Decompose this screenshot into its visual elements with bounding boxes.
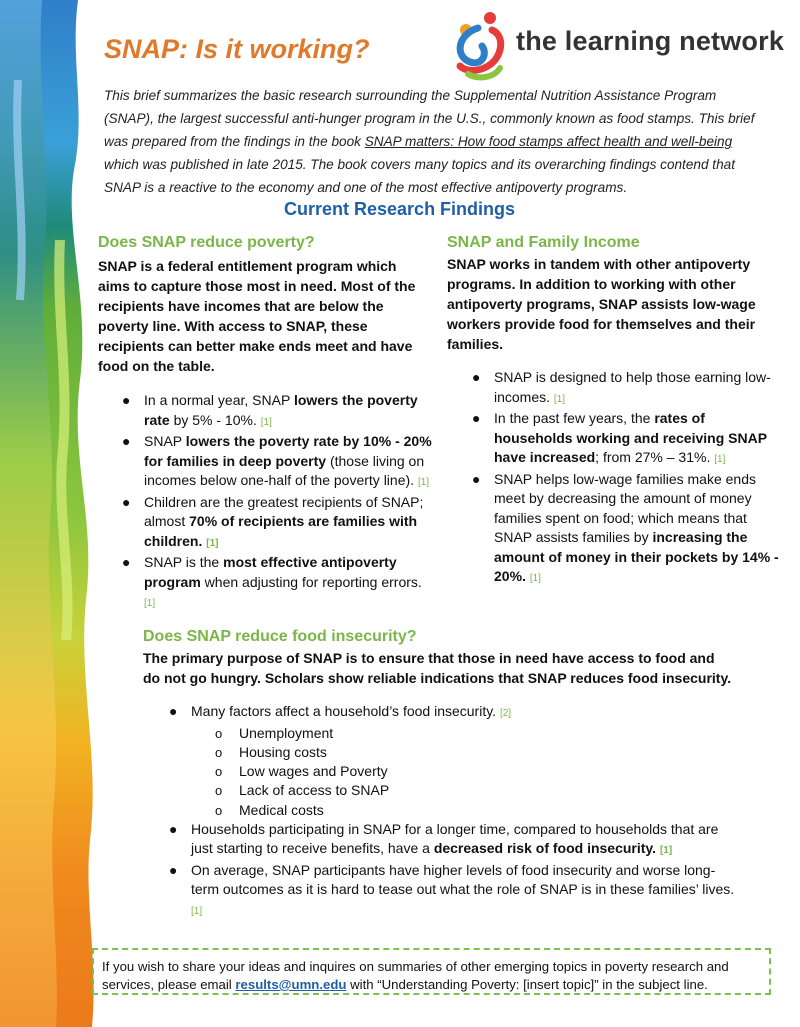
- citation: [1]: [714, 454, 726, 465]
- list-item: ● Households participating in SNAP for a longer time, compared to households that are just starting to receive benefits, have a decreased risk of food insecurity. [1]: [169, 820, 719, 857]
- list-item: ● In the past few years, the rates of households working and receiving SNAP have increased; from 27% – 31%. [1]: [472, 410, 767, 465]
- logo-text: the learning network: [516, 26, 785, 56]
- list-item: o Lack of access to SNAP: [239, 781, 741, 800]
- circle-bullet: o: [215, 744, 223, 760]
- list-item: ● Many factors affect a household’s food insecurity. [2] o Unemployment o Housing costs o Low wages and Poverty o Lack of access to SNAP o Medical costs: [191, 702, 741, 820]
- citation: [1]: [260, 416, 272, 428]
- income-bullets: [447, 368, 781, 589]
- citation: [1]: [529, 573, 541, 584]
- footer-box: [92, 948, 771, 995]
- food-insecurity-section: [143, 628, 733, 921]
- footer-text: If you wish to share your ideas and inquires on summaries of other emerging topics in poverty research and services, please email results@umn.edu with “Understanding Poverty: [insert topic]” in the subject line.: [102, 959, 729, 992]
- circle-bullet: o: [215, 783, 223, 799]
- list-item: o Housing costs: [239, 743, 741, 762]
- income-lead: SNAP works in tandem with other antipoverty programs. In addition to working with other antipoverty programs, SNAP assists low-wage workers provide food for themselves and their families.: [447, 256, 756, 352]
- citation: [1]: [417, 477, 430, 488]
- list-item: ● SNAP helps low-wage families make ends meet by decreasing the amount of money families spent on food; which means that SNAP assists families by increasing the amount of money in their pockets by 14% - 20%. [1]: [472, 470, 779, 584]
- poverty-bullets: [98, 391, 434, 614]
- page-title: SNAP: Is it working?: [104, 34, 370, 64]
- list-item: ● In a normal year, SNAP lowers the poverty rate by 5% - 10%. [1]: [122, 392, 418, 428]
- citation: [2]: [499, 708, 512, 719]
- bullet-dot: ●: [122, 554, 131, 570]
- list-item: ● SNAP is the most effective antipoverty program when adjusting for reporting errors. [1]: [122, 554, 422, 609]
- list-item: ● On average, SNAP participants have higher levels of food insecurity and worse long-term outcomes as it is hard to tease out what the role of SNAP is in these families’ lives. [1]: [169, 861, 735, 917]
- citation: [1]: [191, 905, 203, 917]
- list-item: o Low wages and Poverty: [239, 762, 741, 781]
- citation: [1]: [659, 845, 673, 857]
- food-lead: The primary purpose of SNAP is to ensure that those in need have access to food and do not go hungry. Scholars show reliable indications that SNAP reduces food insecurity.: [143, 650, 732, 686]
- bullet-dot: ●: [169, 703, 178, 719]
- bullet-dot: ●: [122, 392, 131, 408]
- poverty-section: [98, 234, 432, 614]
- poverty-heading: Does SNAP reduce poverty?: [98, 234, 315, 251]
- list-item: o Unemployment: [239, 724, 741, 743]
- factor-list: [191, 724, 741, 820]
- circle-bullet: o: [215, 725, 223, 741]
- poverty-lead: SNAP is a federal entitlement program which aims to capture those most in need. Most of the recipients have incomes that are below the poverty line. With access to SNAP, these recipients can better make ends meet and have food on the table.: [98, 258, 416, 374]
- circle-bullet: o: [215, 764, 223, 780]
- citation: [1]: [144, 598, 156, 609]
- list-item: ● SNAP lowers the poverty rate by 10% - 20% for families in deep poverty (those living on incomes below one-half of the poverty line). [1]: [122, 433, 432, 488]
- bullet-dot: ●: [472, 369, 481, 385]
- income-heading: SNAP and Family Income: [447, 234, 640, 251]
- intro-paragraph: [104, 84, 760, 199]
- email-link[interactable]: results@umn.edu: [235, 977, 347, 992]
- bullet-dot: ●: [169, 820, 178, 837]
- bullet-dot: ●: [472, 410, 481, 426]
- book-title: SNAP matters: How food stamps affect health and well-being: [364, 134, 733, 149]
- list-item: ● SNAP is designed to help those earning low-incomes. [1]: [472, 369, 771, 405]
- intro-part-2: which was published in late 2015. The book covers many topics and its overarching findings contend that SNAP is a reactive to the economy and one of the most effective antipoverty programs.: [104, 157, 735, 195]
- list-item: ● Children are the greatest recipients of SNAP; almost 70% of recipients are families with children. [1]: [122, 493, 424, 549]
- food-bullets: [143, 702, 741, 921]
- circle-bullet: o: [215, 802, 223, 818]
- bullet-dot: ●: [122, 433, 131, 449]
- citation: [1]: [206, 537, 219, 549]
- intro-part-1: This brief summarizes the basic research surrounding the Supplemental Nutrition Assistance Program (SNAP), the largest successful anti-hunger program in the U.S., commonly known as food stamps. This brief was prepared from the findings in the book: [104, 88, 755, 149]
- bullet-dot: ●: [169, 861, 178, 878]
- bullet-dot: ●: [122, 493, 131, 510]
- citation: [1]: [553, 393, 566, 405]
- list-item: o Medical costs: [239, 801, 741, 820]
- section-title: Current Research Findings: [284, 199, 516, 219]
- bullet-dot: ●: [472, 470, 481, 487]
- income-section: [447, 234, 781, 589]
- food-heading: Does SNAP reduce food insecurity?: [143, 628, 417, 645]
